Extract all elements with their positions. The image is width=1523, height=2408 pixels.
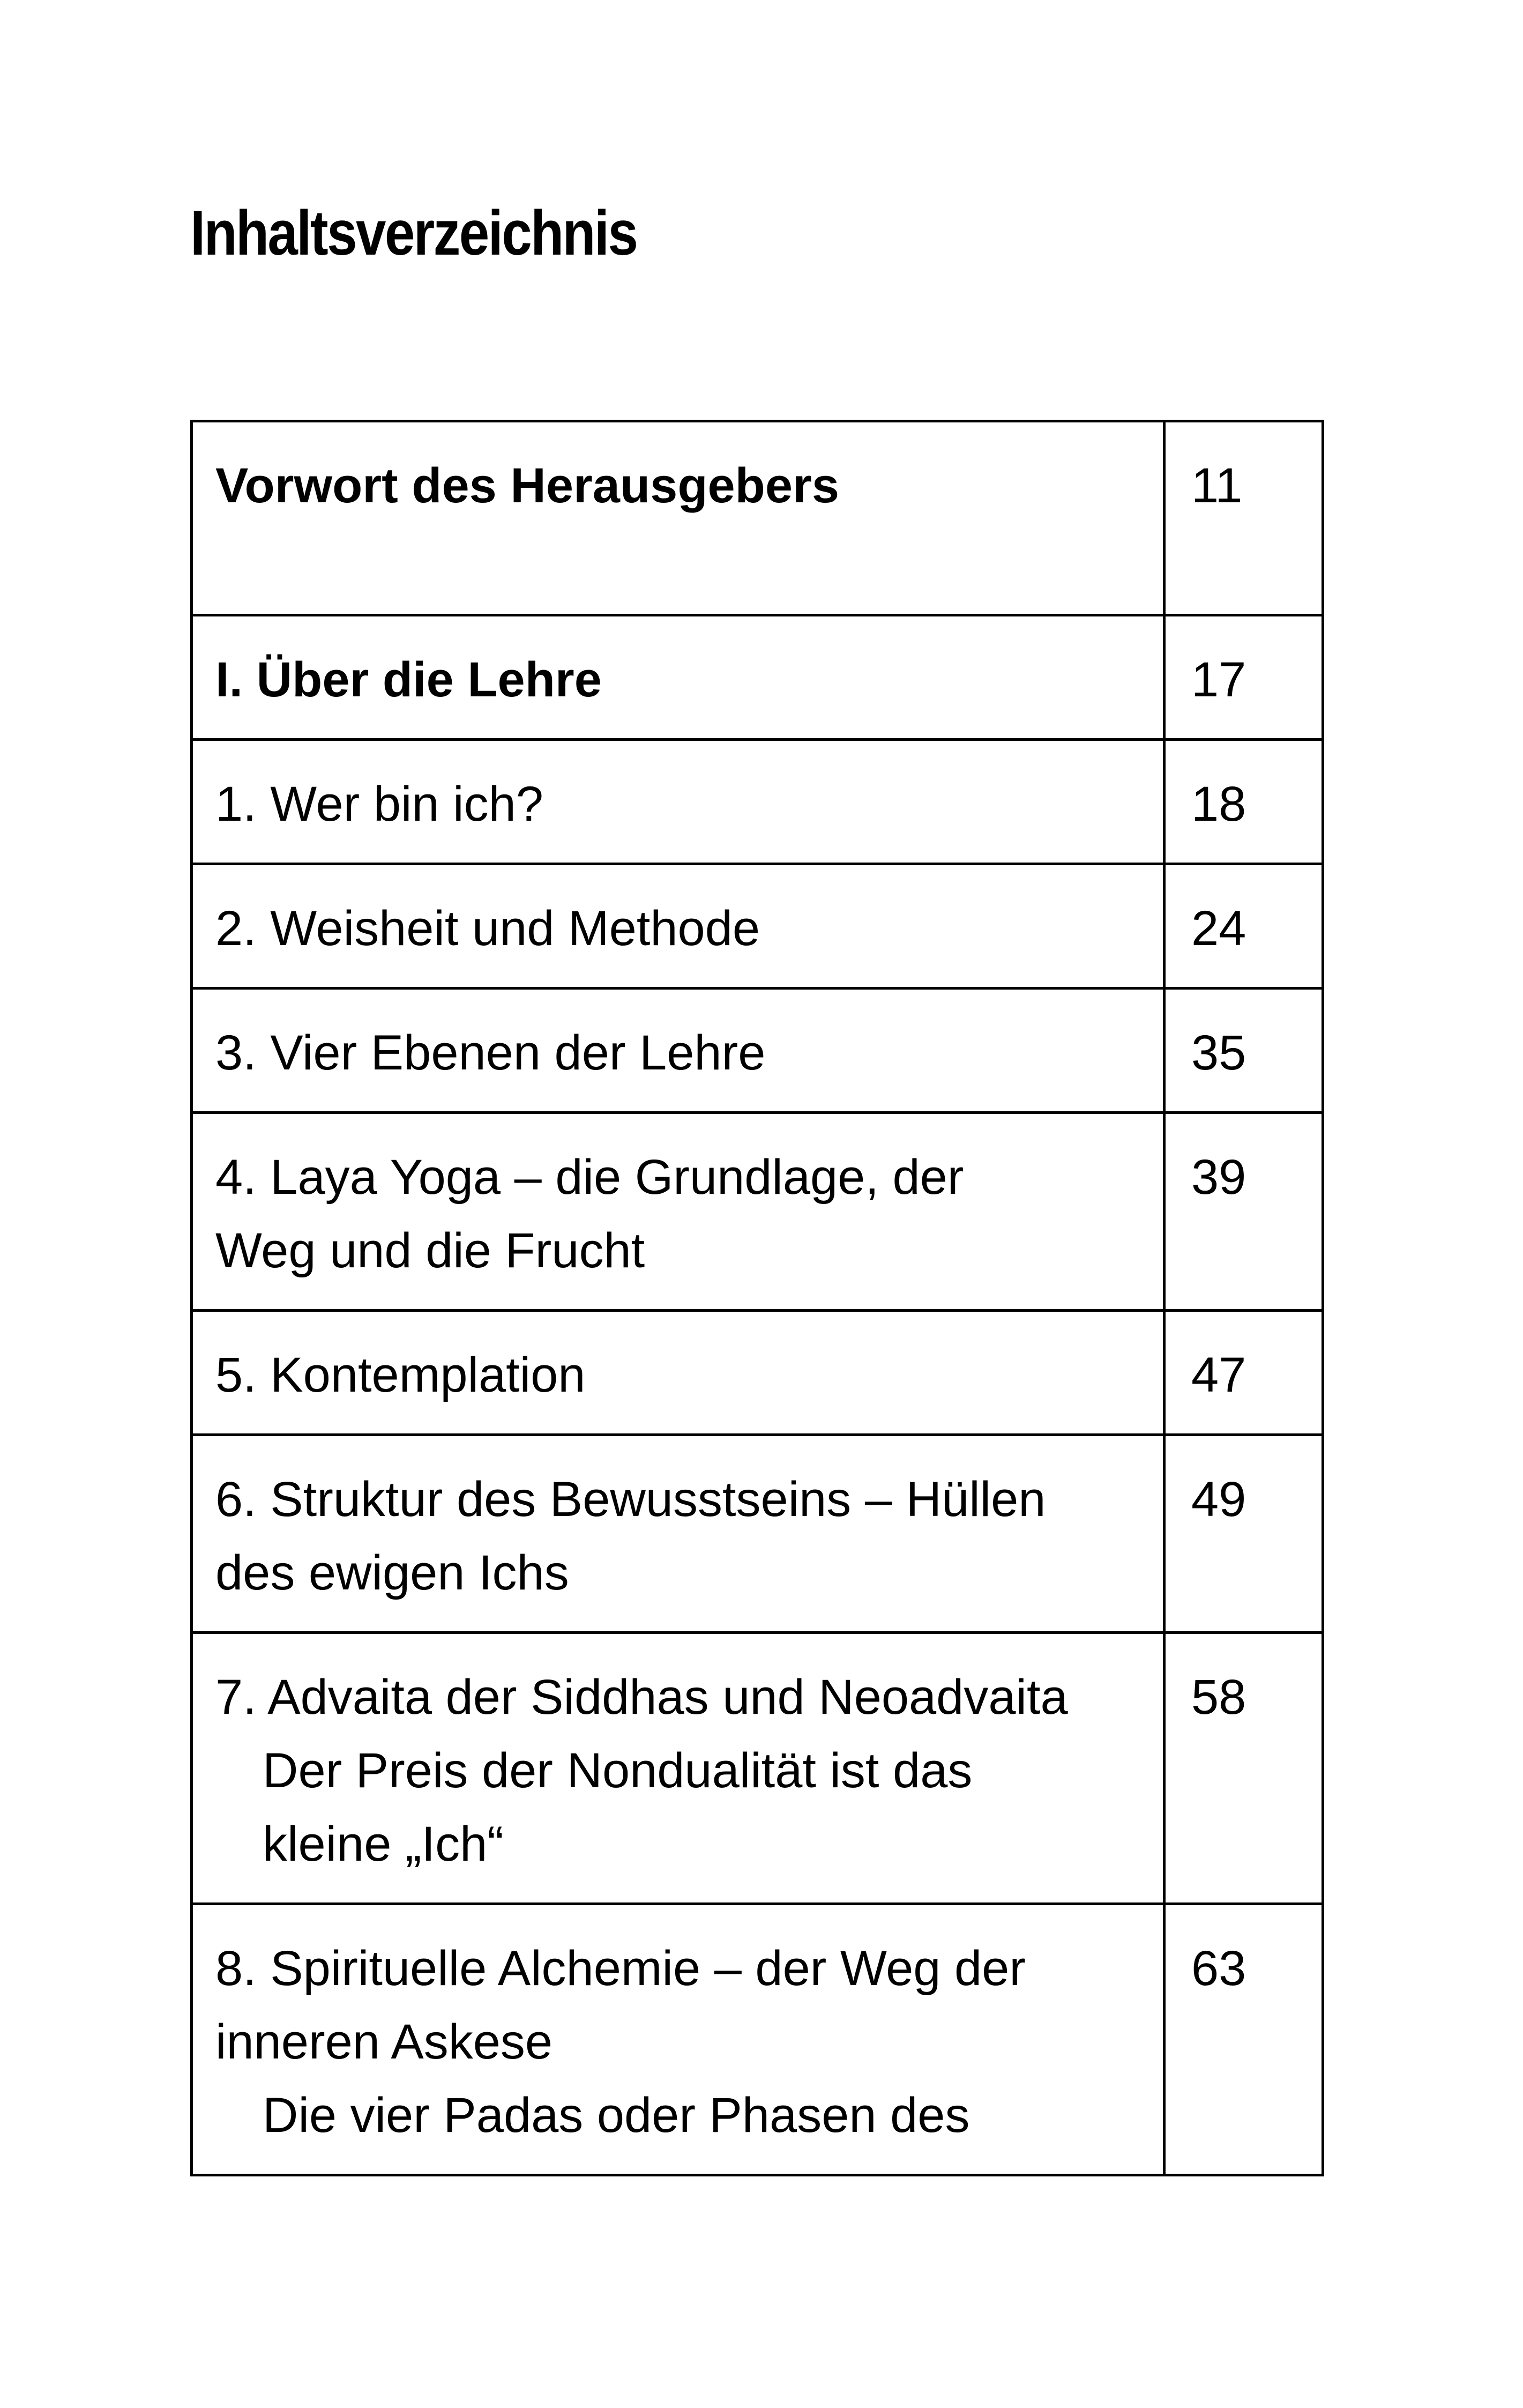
toc-row-chapter-6 xyxy=(192,1435,1323,1633)
toc-entry-title xyxy=(192,1633,1164,1904)
toc-row-chapter-4 xyxy=(192,1113,1323,1311)
toc-entry-title xyxy=(192,1904,1164,2175)
toc-entry-subtitle: Die vier Padas oder Phasen des xyxy=(263,2088,970,2143)
toc-row-chapter-3 xyxy=(192,989,1323,1113)
toc-row-chapter-7 xyxy=(192,1633,1323,1904)
toc-entry-title xyxy=(192,615,1164,740)
toc-entry-line: inneren Askese xyxy=(215,2015,553,2069)
toc-entry-title xyxy=(192,421,1164,615)
toc-entry-line: 7. Advaita der Siddhas und Neoadvaita xyxy=(215,1670,1068,1725)
toc-row-chapter-5 xyxy=(192,1311,1323,1435)
toc-row-chapter-2 xyxy=(192,864,1323,989)
toc-entry-line: 1. Wer bin ich? xyxy=(215,777,543,831)
toc-entry-page: 11 xyxy=(1164,421,1323,615)
toc-row-part-1 xyxy=(192,615,1323,740)
toc-entry-subtitle: Der Preis der Nondualität ist das xyxy=(263,1743,973,1798)
toc-entry-title xyxy=(192,864,1164,989)
toc-entry-line: des ewigen Ichs xyxy=(215,1545,569,1600)
toc-entry-page: 24 xyxy=(1164,864,1323,989)
toc-entry-line: 6. Struktur des Bewusstseins – Hüllen xyxy=(215,1472,1046,1527)
toc-entry-page: 63 xyxy=(1164,1904,1323,2175)
toc-entry-page: 49 xyxy=(1164,1435,1323,1633)
toc-entry-title xyxy=(192,1435,1164,1633)
toc-entry-page: 18 xyxy=(1164,740,1323,864)
toc-entry-line: 8. Spirituelle Alchemie – der Weg der xyxy=(215,1941,1026,1996)
toc-entry-page: 35 xyxy=(1164,989,1323,1113)
toc-entry-line: 3. Vier Ebenen der Lehre xyxy=(215,1025,766,1080)
toc-entry-title xyxy=(192,740,1164,864)
toc-entry-line: Vorwort des Herausgebers xyxy=(215,458,840,513)
toc-entry-page: 58 xyxy=(1164,1633,1323,1904)
toc-entry-title xyxy=(192,989,1164,1113)
toc-entry-page: 17 xyxy=(1164,615,1323,740)
toc-entry-title xyxy=(192,1311,1164,1435)
toc-entry-line: 4. Laya Yoga – die Grundlage, der xyxy=(215,1150,964,1205)
toc-entry-subtitle: kleine „Ich“ xyxy=(263,1817,504,1871)
toc-row-chapter-1 xyxy=(192,740,1323,864)
toc-entry-page: 47 xyxy=(1164,1311,1323,1435)
table-of-contents xyxy=(190,420,1324,2176)
toc-row-foreword xyxy=(192,421,1323,615)
toc-entry-line: Weg und die Frucht xyxy=(215,1223,645,1278)
toc-entry-line: 5. Kontemplation xyxy=(215,1348,586,1402)
page-title: Inhaltsverzeichnis xyxy=(190,198,637,269)
toc-entry-title xyxy=(192,1113,1164,1311)
toc-row-chapter-8 xyxy=(192,1904,1323,2175)
toc-entry-line: I. Über die Lehre xyxy=(215,652,602,707)
toc-entry-page: 39 xyxy=(1164,1113,1323,1311)
toc-entry-line: 2. Weisheit und Methode xyxy=(215,901,760,956)
